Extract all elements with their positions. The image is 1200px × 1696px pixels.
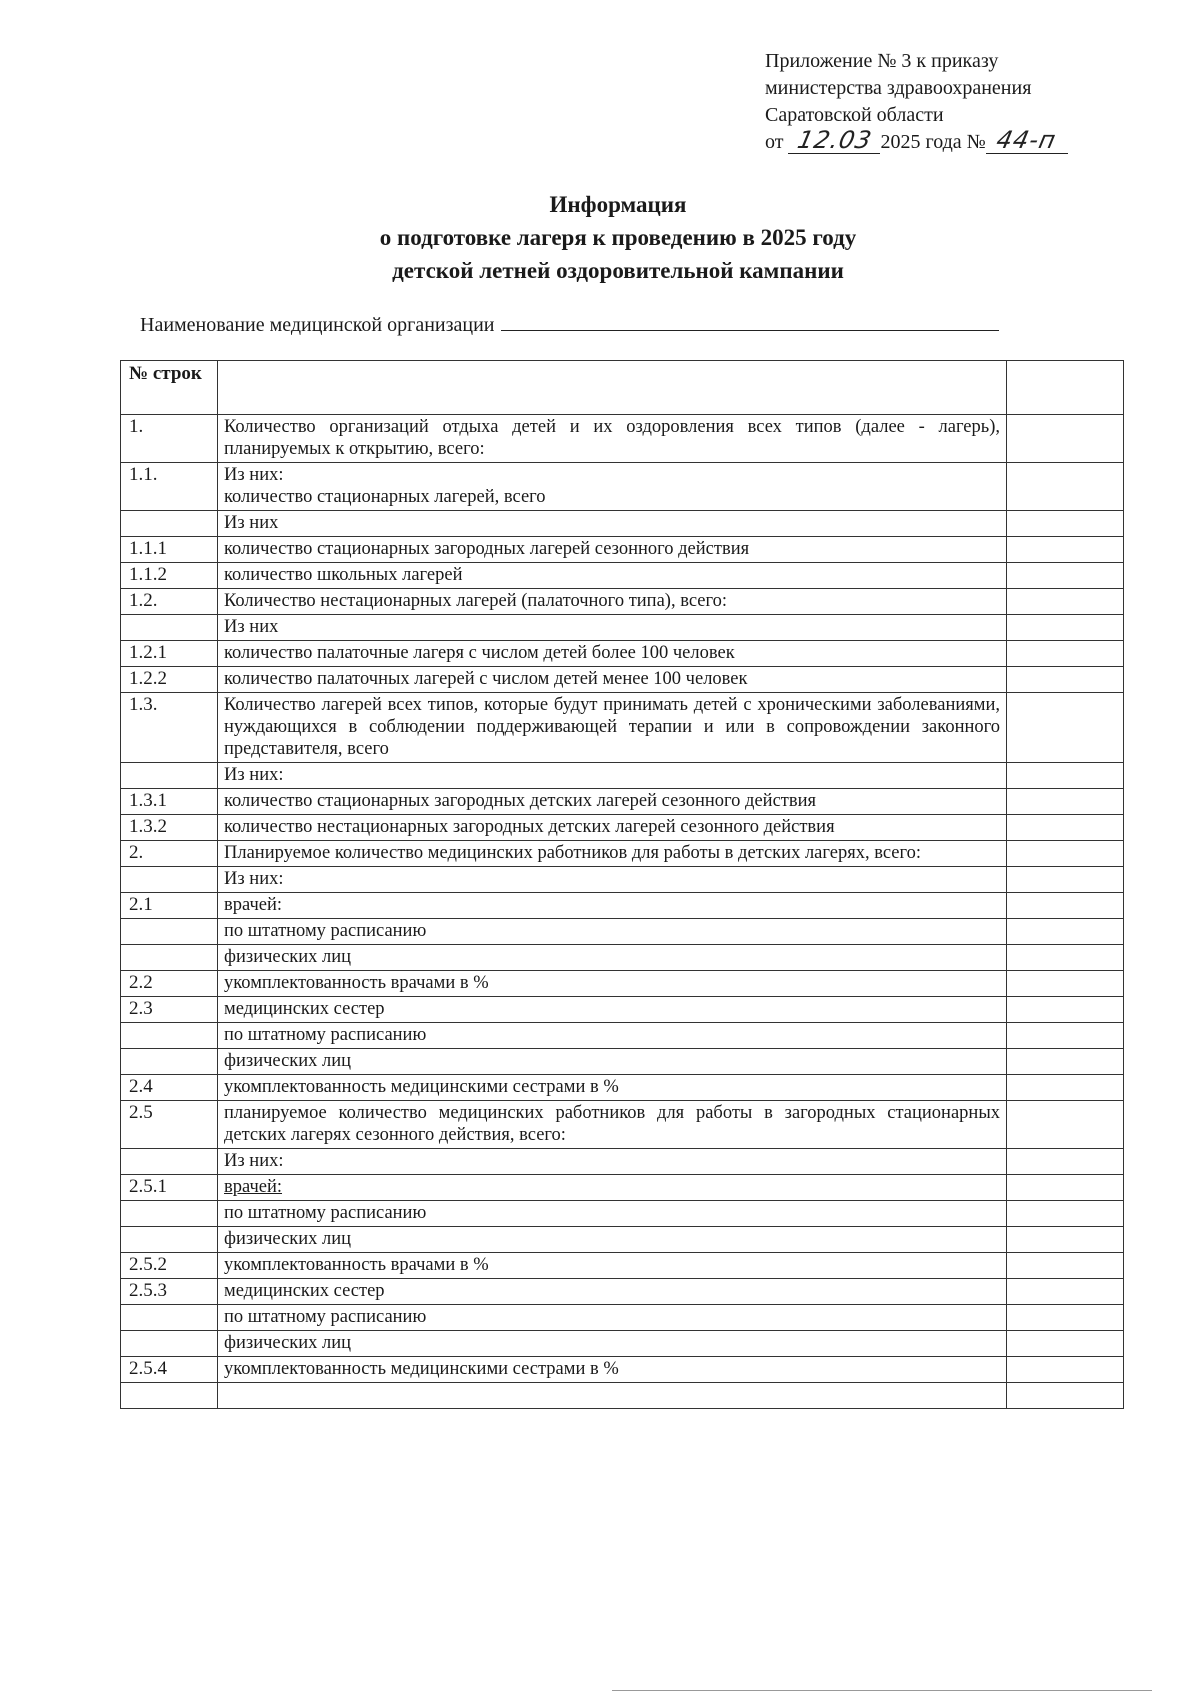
row-number-cell: 1.3. <box>121 693 218 763</box>
row-description-cell: Из них: количество стационарных лагерей, всего <box>218 463 1007 511</box>
table-row <box>121 1201 1124 1227</box>
row-number-cell <box>121 1227 218 1253</box>
table-row <box>121 415 1124 463</box>
table-header-row <box>121 361 1124 415</box>
row-description-cell: количество палаточные лагеря с числом детей более 100 человек <box>218 641 1007 667</box>
row-value-cell[interactable] <box>1007 1357 1124 1383</box>
row-description-cell: укомплектованность медицинскими сестрами в % <box>218 1075 1007 1101</box>
row-value-cell[interactable] <box>1007 867 1124 893</box>
row-number-cell: 1.2.2 <box>121 667 218 693</box>
row-number-cell: 2.3 <box>121 997 218 1023</box>
row-value-cell[interactable] <box>1007 563 1124 589</box>
row-number-cell: 1.1.1 <box>121 537 218 563</box>
row-description-cell: Количество лагерей всех типов, которые будут принимать детей с хроническими заболеваниями, нуждающихся в соблюдении поддерживающей терапии и или в сопровождении законного представителя, всего <box>218 693 1007 763</box>
table-row <box>121 589 1124 615</box>
row-number-cell: 1.1. <box>121 463 218 511</box>
table-row <box>121 841 1124 867</box>
row-number-cell: 2. <box>121 841 218 867</box>
row-number-cell <box>121 1331 218 1357</box>
row-value-cell[interactable] <box>1007 1201 1124 1227</box>
row-description-cell: количество палаточных лагерей с числом детей менее 100 человек <box>218 667 1007 693</box>
table-row <box>121 537 1124 563</box>
organization-name-label: Наименование медицинской организации <box>140 314 495 336</box>
row-description-cell: Из них: <box>218 1149 1007 1175</box>
table-row <box>121 867 1124 893</box>
row-value-cell[interactable] <box>1007 763 1124 789</box>
table-row <box>121 945 1124 971</box>
table-row <box>121 1253 1124 1279</box>
row-description-cell: по штатному расписанию <box>218 1305 1007 1331</box>
document-title <box>0 188 1200 287</box>
row-value-cell[interactable] <box>1007 1383 1124 1409</box>
row-description-cell: физических лиц <box>218 1049 1007 1075</box>
table-row <box>121 615 1124 641</box>
handwritten-order-number: 44-п <box>994 126 1060 154</box>
row-description-cell <box>218 1383 1007 1409</box>
row-description-cell: Из них <box>218 511 1007 537</box>
row-value-cell[interactable] <box>1007 1049 1124 1075</box>
row-number-cell: 1.2. <box>121 589 218 615</box>
appendix-line-2: министерства здравоохранения <box>765 77 1032 99</box>
row-value-cell[interactable] <box>1007 667 1124 693</box>
table-row <box>121 1227 1124 1253</box>
row-value-cell[interactable] <box>1007 1279 1124 1305</box>
title-line-2: о подготовке лагеря к проведению в 2025 году <box>379 225 857 250</box>
row-description-cell: Из них: <box>218 763 1007 789</box>
row-number-cell <box>121 615 218 641</box>
date-prefix: от <box>765 131 784 153</box>
row-value-cell[interactable] <box>1007 841 1124 867</box>
row-description-cell: укомплектованность врачами в % <box>218 971 1007 997</box>
table-row <box>121 511 1124 537</box>
header-cell-value <box>1007 361 1124 415</box>
row-description-cell: врачей: <box>218 1175 1007 1201</box>
row-description-cell: планируемое количество медицинских работников для работы в загородных стационарных детских лагерях сезонного действия, всего: <box>218 1101 1007 1149</box>
row-description-cell: Планируемое количество медицинских работников для работы в детских лагерях, всего: <box>218 841 1007 867</box>
row-number-cell <box>121 867 218 893</box>
row-number-cell <box>121 1023 218 1049</box>
row-value-cell[interactable] <box>1007 945 1124 971</box>
handwritten-date: 12.03 <box>794 126 875 154</box>
title-line-3: детской летней оздоровительной кампании <box>392 258 844 283</box>
table-row <box>121 1175 1124 1201</box>
table-row <box>121 1331 1124 1357</box>
row-value-cell[interactable] <box>1007 919 1124 945</box>
row-value-cell[interactable] <box>1007 1305 1124 1331</box>
row-number-cell: 2.4 <box>121 1075 218 1101</box>
row-number-cell <box>121 1149 218 1175</box>
row-description-cell: Количество организаций отдыха детей и их оздоровления всех типов (далее - лагерь), планируемых к открытию, всего: <box>218 415 1007 463</box>
row-description-cell: медицинских сестер <box>218 1279 1007 1305</box>
row-value-cell[interactable] <box>1007 693 1124 763</box>
row-description-cell: врачей: <box>218 893 1007 919</box>
row-value-cell[interactable] <box>1007 971 1124 997</box>
date-blank <box>788 126 880 154</box>
row-value-cell[interactable] <box>1007 641 1124 667</box>
row-value-cell[interactable] <box>1007 1101 1124 1149</box>
row-value-cell[interactable] <box>1007 1175 1124 1201</box>
table-row <box>121 1023 1124 1049</box>
row-value-cell[interactable] <box>1007 997 1124 1023</box>
row-value-cell[interactable] <box>1007 1023 1124 1049</box>
row-number-cell: 2.5.3 <box>121 1279 218 1305</box>
row-value-cell[interactable] <box>1007 537 1124 563</box>
row-value-cell[interactable] <box>1007 415 1124 463</box>
row-number-cell: 1.2.1 <box>121 641 218 667</box>
row-number-cell: 2.5.4 <box>121 1357 218 1383</box>
row-description-cell: по штатному расписанию <box>218 1023 1007 1049</box>
table-row <box>121 1101 1124 1149</box>
row-description-cell: количество стационарных загородных лагерей сезонного действия <box>218 537 1007 563</box>
table-row <box>121 1075 1124 1101</box>
table-row <box>121 1049 1124 1075</box>
row-number-cell <box>121 1201 218 1227</box>
table-row <box>121 1149 1124 1175</box>
row-description-cell: медицинских сестер <box>218 997 1007 1023</box>
table-row <box>121 1357 1124 1383</box>
table-row <box>121 1279 1124 1305</box>
row-value-cell[interactable] <box>1007 615 1124 641</box>
row-value-cell[interactable] <box>1007 789 1124 815</box>
table-row <box>121 693 1124 763</box>
row-number-cell <box>121 1383 218 1409</box>
row-number-cell <box>121 511 218 537</box>
camp-info-table <box>120 360 1124 1409</box>
table-row <box>121 641 1124 667</box>
bottom-rule <box>612 1690 1152 1691</box>
row-value-cell[interactable] <box>1007 1075 1124 1101</box>
row-number-cell: 2.2 <box>121 971 218 997</box>
row-value-cell[interactable] <box>1007 1149 1124 1175</box>
header-cell-row-number: № строк <box>121 361 218 415</box>
row-number-cell <box>121 1049 218 1075</box>
row-description-cell: Из них: <box>218 867 1007 893</box>
row-description-cell: физических лиц <box>218 945 1007 971</box>
row-number-cell: 2.1 <box>121 893 218 919</box>
row-value-cell[interactable] <box>1007 815 1124 841</box>
row-value-cell[interactable] <box>1007 1227 1124 1253</box>
row-number-cell: 1. <box>121 415 218 463</box>
date-suffix: 2025 года № <box>880 131 986 153</box>
row-description-cell: укомплектованность медицинскими сестрами в % <box>218 1357 1007 1383</box>
appendix-line-1: Приложение № 3 к приказу <box>765 50 999 72</box>
table-row <box>121 789 1124 815</box>
organization-name-blank[interactable] <box>501 312 999 331</box>
row-description-cell: укомплектованность врачами в % <box>218 1253 1007 1279</box>
row-number-cell <box>121 945 218 971</box>
table-row <box>121 463 1124 511</box>
table-row <box>121 815 1124 841</box>
row-description-cell: физических лиц <box>218 1331 1007 1357</box>
row-description-cell: количество стационарных загородных детских лагерей сезонного действия <box>218 789 1007 815</box>
row-description-cell: по штатному расписанию <box>218 1201 1007 1227</box>
row-value-cell[interactable] <box>1007 511 1124 537</box>
table-row <box>121 1383 1124 1409</box>
table-row <box>121 971 1124 997</box>
row-description-cell: физических лиц <box>218 1227 1007 1253</box>
appendix-date-line <box>765 126 1068 156</box>
table-row <box>121 893 1124 919</box>
row-number-cell <box>121 1305 218 1331</box>
row-number-cell: 2.5 <box>121 1101 218 1149</box>
row-value-cell[interactable] <box>1007 893 1124 919</box>
appendix-line-3: Саратовской области <box>765 104 944 126</box>
row-description-cell: Из них <box>218 615 1007 641</box>
row-description-cell: по штатному расписанию <box>218 919 1007 945</box>
row-value-cell[interactable] <box>1007 1253 1124 1279</box>
row-number-cell: 2.5.1 <box>121 1175 218 1201</box>
organization-name-field <box>140 312 999 337</box>
row-number-cell: 1.1.2 <box>121 563 218 589</box>
title-line-1: Информация <box>549 192 687 217</box>
table-row <box>121 1305 1124 1331</box>
row-number-cell <box>121 919 218 945</box>
row-number-cell: 1.3.1 <box>121 789 218 815</box>
table-row <box>121 763 1124 789</box>
row-description-cell: Количество нестационарных лагерей (палаточного типа), всего: <box>218 589 1007 615</box>
table-row <box>121 667 1124 693</box>
table-row <box>121 919 1124 945</box>
row-number-cell: 2.5.2 <box>121 1253 218 1279</box>
row-description-cell: количество школьных лагерей <box>218 563 1007 589</box>
row-number-cell: 1.3.2 <box>121 815 218 841</box>
row-description-cell: количество нестационарных загородных детских лагерей сезонного действия <box>218 815 1007 841</box>
row-value-cell[interactable] <box>1007 589 1124 615</box>
appendix-header <box>765 48 1068 156</box>
header-cell-description <box>218 361 1007 415</box>
order-number-blank <box>986 126 1068 154</box>
table-row <box>121 563 1124 589</box>
table-row <box>121 997 1124 1023</box>
row-value-cell[interactable] <box>1007 463 1124 511</box>
row-value-cell[interactable] <box>1007 1331 1124 1357</box>
row-number-cell <box>121 763 218 789</box>
